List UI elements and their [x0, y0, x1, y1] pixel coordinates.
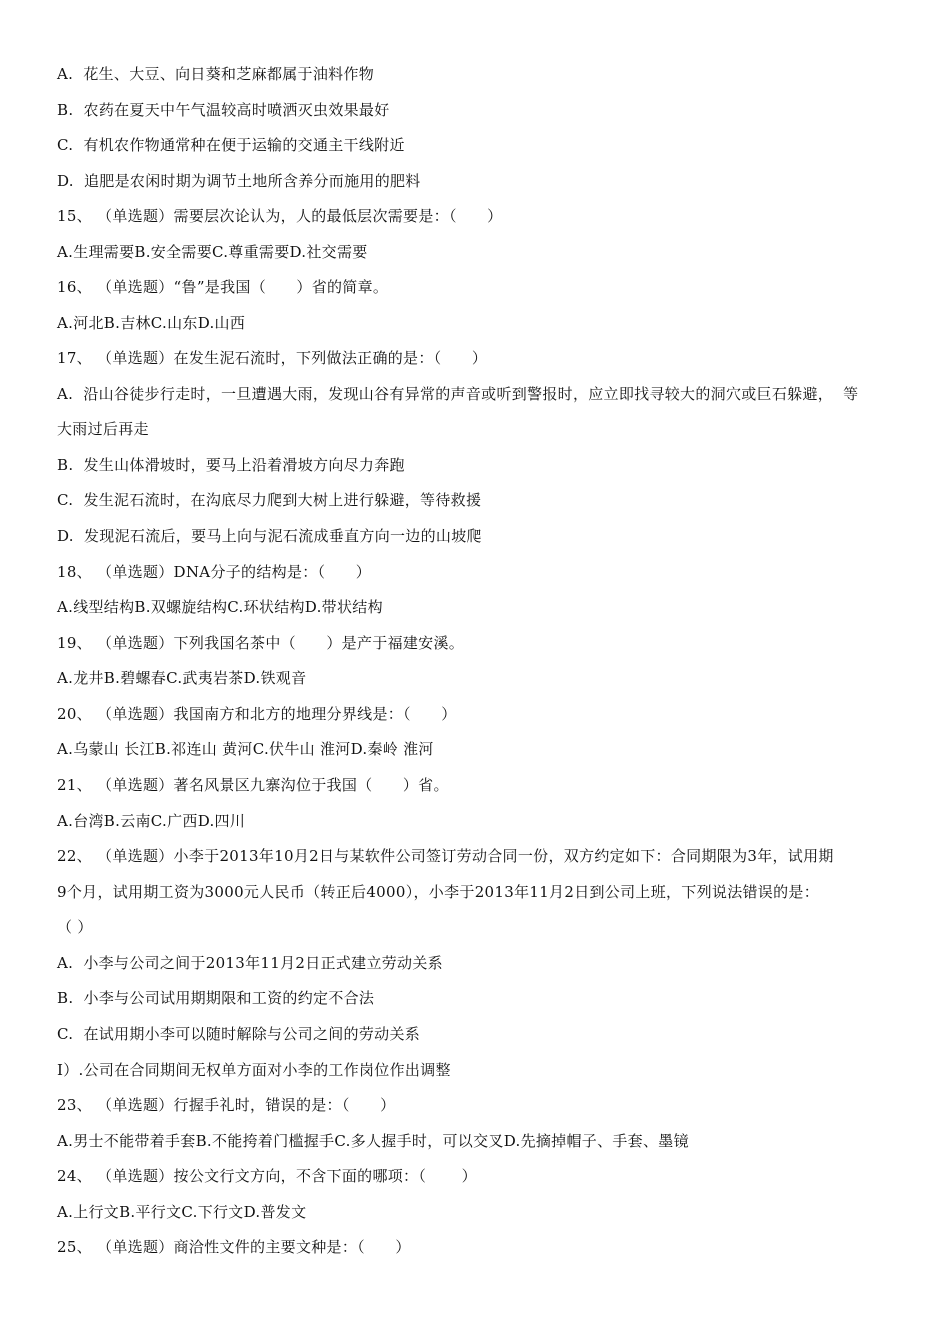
question-19: 19、 （单选题）下列我国名茶中（ ）是产于福建安溪。: [57, 634, 465, 652]
question-18: 18、 （单选题）DNA分子的结构是：（ ）: [57, 563, 372, 581]
options-q23: A.男士不能带着手套B.不能挎着门槛握手C.多人握手时，可以交叉D.先摘掉帽子、手套、墨镜: [57, 1132, 689, 1150]
options-q16: A.河北B.吉林C.山东D.山西: [57, 314, 246, 332]
question-23: 23、 （单选题）行握手礼时，错误的是：（ ）: [57, 1096, 396, 1114]
option-b-q14: B. 农药在夏天中午气温较高时喷洒灭虫效果最好: [57, 101, 390, 119]
question-15: 15、 （单选题）需要层次论认为，人的最低层次需要是：（ ）: [57, 207, 503, 225]
options-q21: A.台湾B.云南C.广西D.四川: [57, 812, 246, 830]
question-20: 20、 （单选题）我国南方和北方的地理分界线是：（ ）: [57, 705, 457, 723]
question-16: 16、 （单选题）“鲁”是我国（ ）省的简章。: [57, 278, 389, 296]
option-a-q22: A. 小李与公司之间于2013年11月2日正式建立劳动关系: [57, 954, 443, 972]
option-b-q17: B. 发生山体滑坡时，要马上沿着滑坡方向尽力奔跑: [57, 456, 405, 474]
question-22: 22、 （单选题）小李于2013年10月2日与某软件公司签订劳动合同一份，双方约定如下：合同期限为3年，试用期: [57, 847, 834, 865]
option-d-q17: D. 发现泥石流后，要马上向与泥石流成垂直方向一边的山坡爬: [57, 527, 482, 545]
option-c-q14: C. 有机农作物通常种在便于运输的交通主干线附近: [57, 136, 405, 154]
option-a-q17: A. 沿山谷徒步行走时，一旦遭遇大雨，发现山谷有异常的声音或听到警报时，应立即找寻较大的洞穴或巨石躲避， 等: [57, 385, 859, 403]
question-17: 17、 （单选题）在发生泥石流时，下列做法正确的是：（ ）: [57, 349, 488, 367]
options-q24: A.上行文B.平行文C.下行文D.普发文: [57, 1203, 307, 1221]
options-q15: A.生理需要B.安全需要C.尊重需要D.社交需要: [57, 243, 368, 261]
question-21: 21、 （单选题）著名风景区九寨沟位于我国（ ）省。: [57, 776, 449, 794]
option-a-q17-continued: 大雨过后再走: [57, 420, 149, 438]
options-q19: A.龙井B.碧螺春C.武夷岩茶D.铁观音: [57, 669, 307, 687]
options-q20: A.乌蒙山 长江B.祁连山 黄河C.伏牛山 淮河D.秦岭 淮河: [57, 740, 434, 758]
option-c-q22: C. 在试用期小李可以随时解除与公司之间的劳动关系: [57, 1025, 421, 1043]
question-25: 25、 （单选题）商洽性文件的主要文种是：（ ）: [57, 1238, 411, 1256]
option-d-q14: D. 追肥是农闲时期为调节土地所含养分而施用的肥料: [57, 172, 421, 190]
option-c-q17: C. 发生泥石流时，在沟底尽力爬到大树上进行躲避，等待救援: [57, 491, 482, 509]
options-q18: A.线型结构B.双螺旋结构C.环状结构D.带状结构: [57, 598, 383, 616]
option-d-q22: I）.公司在合同期间无权单方面对小李的工作岗位作出调整: [57, 1061, 451, 1079]
option-b-q22: B. 小李与公司试用期期限和工资的约定不合法: [57, 989, 375, 1007]
question-24: 24、 （单选题）按公文行文方向，不含下面的哪项：（ ）: [57, 1167, 477, 1185]
option-a-q14: A. 花生、大豆、向日葵和芝麻都属于油料作物: [57, 65, 375, 83]
question-22-answer-blank: （ ）: [57, 918, 93, 936]
question-22-continued: 9个月，试用期工资为3000元人民币（转正后4000），小李于2013年11月2日到公司上班，下列说法错误的是：: [57, 883, 819, 901]
